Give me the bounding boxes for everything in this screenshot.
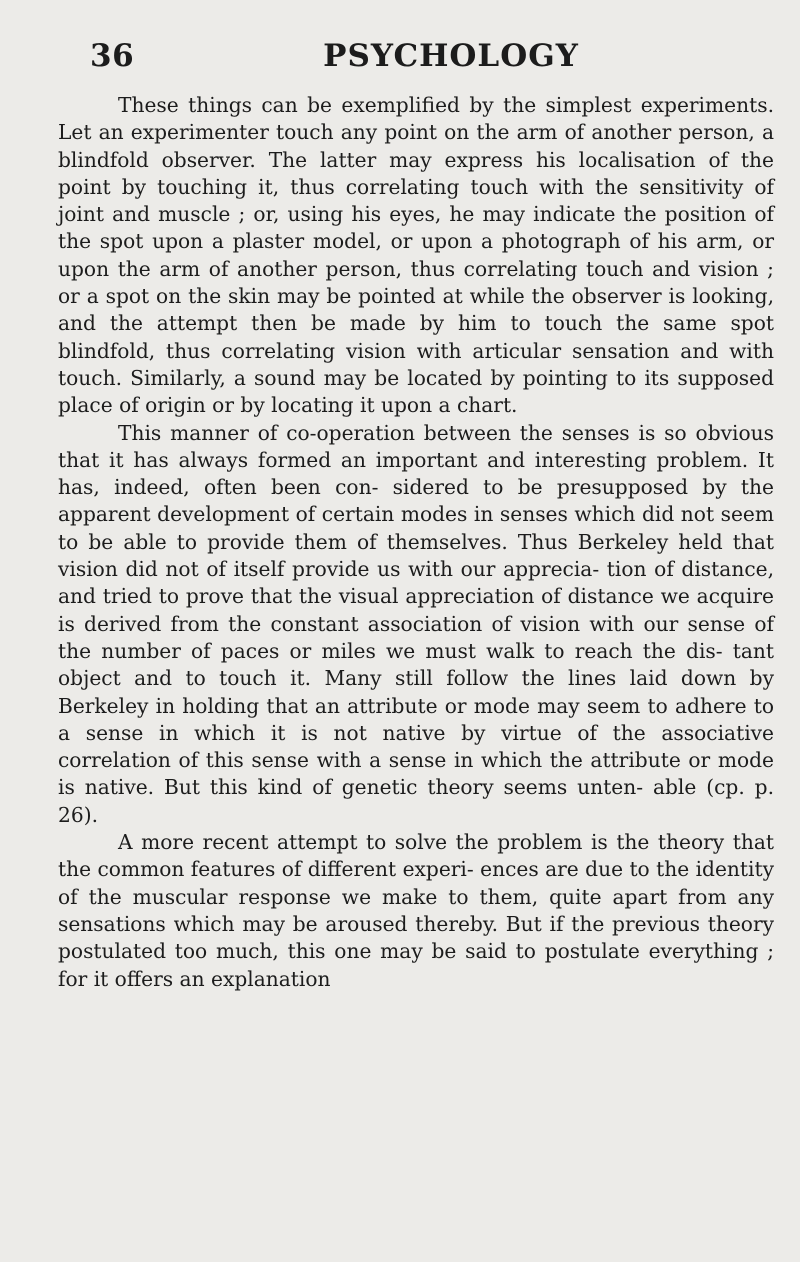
paragraph: A more recent attempt to solve the problem is the theory that the common features of different experi- ences are due to the identity of the muscular response we make to them, quite apart from any sensations which may be aroused thereby. But if the previous theory postulated too much, this one may be said to postulate everything ; for it offers an explanation: [58, 830, 775, 991]
page-number: 36: [90, 38, 135, 74]
running-head: [58, 38, 774, 80]
paragraph: This manner of co-operation between the senses is so obvious that it has always formed an important and interesting problem. It has, indeed, often been con- sidered to be presupposed by the apparent development of certain modes in senses which did not seem to be able to provide them of themselves. Thus Berkeley held that vision did not of itself provide us with our apprecia- tion of distance, and tried to prove that the visual appreciation of distance we acquire is derived from the constant association of vision with our sense of the number of paces or miles we must walk to reach the dis- tant object and to touch it. Many still follow the lines laid down by Berkeley in holding that an attribute or mode may seem to adhere to a sense in which it is not native by virtue of the associative correlation of this sense with a sense in which the attribute or mode is native. But this kind of genetic theory seems unten- able (cp. p. 26).: [58, 420, 774, 827]
paragraph: These things can be exemplified by the simplest experiments. Let an experimenter touch any point on the arm of another person, a blindfold observer. The latter may express his localisation of the point by touching it, thus correlating touch with the sensitivity of joint and muscle ; or, using his eyes, he may indicate the position of the spot upon a plaster model, or upon a photograph of his arm, or upon the arm of another person, thus correlating touch and vision ; or a spot on the skin may be pointed at while the observer is looking, and the attempt then be made by him to touch the same spot blindfold, thus correlating vision with articular sensation and with touch. Similarly, a sound may be located by pointing to its supposed place of origin or by locating it upon a chart.: [58, 93, 774, 418]
body-text: [58, 92, 774, 993]
page-title: PSYCHOLOGY: [323, 38, 579, 74]
